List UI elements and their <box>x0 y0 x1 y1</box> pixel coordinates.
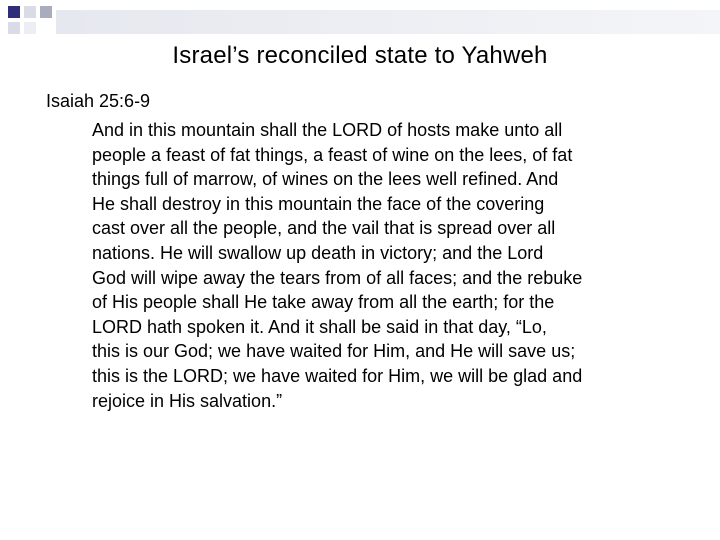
scripture-reference: Isaiah 25:6-9 <box>46 91 151 111</box>
header-decoration <box>0 0 720 40</box>
deco-square-mid <box>40 6 52 18</box>
verse-line: rejoice in His salvation.” <box>92 390 283 411</box>
deco-stripe <box>56 10 720 34</box>
deco-square-light-2 <box>8 22 20 34</box>
verse-line: LORD hath spoken it. And it shall be said in that day, “Lo, <box>92 316 547 337</box>
verse-line: this is the LORD; we have waited for Him, we will be glad and <box>92 365 583 386</box>
scripture-text <box>92 118 684 413</box>
verse-line: people a feast of fat things, a feast of wine on the lees, of fat <box>92 144 573 165</box>
verse-line: nations. He will swallow up death in victory; and the Lord <box>92 242 544 263</box>
slide-title: Israel’s reconciled state to Yahweh <box>172 42 548 69</box>
verse-line: And in this mountain shall the LORD of hosts make unto all <box>92 120 563 140</box>
deco-square-dark <box>8 6 20 18</box>
verse-line: this is our God; we have waited for Him, and He will save us; <box>92 341 576 362</box>
verse-line: of His people shall He take away from all the earth; for the <box>92 292 555 313</box>
deco-square-light <box>24 6 36 18</box>
deco-square-light-3 <box>24 22 36 34</box>
verse-line: He shall destroy in this mountain the face of the covering <box>92 193 545 214</box>
verse-line: God will wipe away the tears from of all faces; and the rebuke <box>92 267 583 288</box>
verse-line: things full of marrow, of wines on the lees well refined. And <box>92 169 559 190</box>
verse-line: cast over all the people, and the vail that is spread over all <box>92 218 556 239</box>
